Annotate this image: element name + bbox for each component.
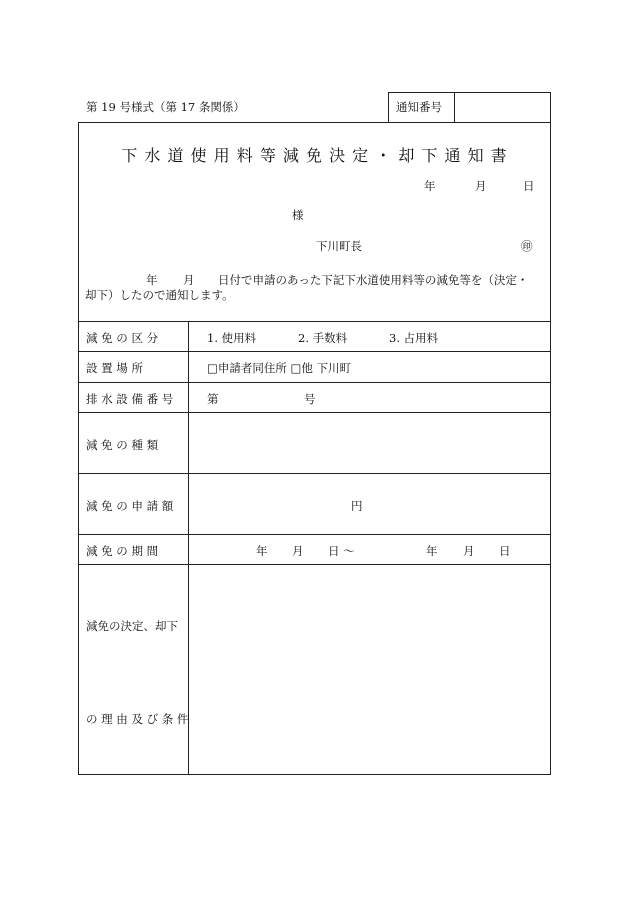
amount-label: 減 免 の 申 請 額: [86, 499, 174, 513]
period-start-day: 日 〜: [328, 544, 355, 558]
amount-field[interactable]: [190, 475, 345, 533]
row-line-1: [78, 321, 551, 322]
recipient-suffix: 様: [292, 208, 304, 222]
category-option-3[interactable]: 3. 占用料: [389, 331, 439, 345]
issuer: 下川町長: [316, 239, 362, 253]
row-line-7: [78, 564, 551, 565]
category-option-2[interactable]: 2. 手数料: [298, 331, 348, 345]
notice-box-right: [550, 92, 551, 122]
drain-number-suffix: 号: [304, 392, 316, 406]
location-label: 設 置 場 所: [86, 361, 143, 375]
column-divider: [188, 321, 189, 774]
notice-number-label: 通知番号: [396, 100, 442, 114]
drain-number-field[interactable]: [222, 386, 300, 408]
reason-label-line1: 減免の決定、却下: [86, 619, 178, 633]
drain-number-prefix: 第: [207, 392, 219, 406]
frame-bottom: [78, 774, 551, 775]
date-day: 日: [523, 179, 535, 193]
location-value[interactable]: □申請者同住所 □他 下川町: [207, 361, 352, 375]
frame-right: [550, 122, 551, 774]
frame-top: [78, 122, 551, 123]
period-end-month: 月: [463, 544, 475, 558]
row-line-4: [78, 412, 551, 413]
reason-field[interactable]: [190, 566, 549, 773]
date-year: 年: [424, 179, 436, 193]
document-title: 下 水 道 使 用 料 等 減 免 決 定 ・ 却 下 通 知 書: [121, 146, 508, 165]
frame-left: [78, 122, 79, 774]
notice-box-left: [388, 92, 389, 122]
category-option-1[interactable]: 1. 使用料: [207, 331, 257, 345]
body-line1: 日付で申請のあった下記下水道使用料等の減免等を（決定・: [218, 273, 529, 287]
date-month: 月: [475, 179, 487, 193]
type-label: 減 免 の 種 類: [86, 438, 159, 452]
reason-label-line2: の 理 由 及 び 条 件: [86, 712, 189, 726]
seal-mark: ㊞: [521, 239, 533, 253]
body-year: 年: [146, 273, 158, 287]
period-end-year: 年: [426, 544, 438, 558]
period-start-year: 年: [256, 544, 268, 558]
row-line-6: [78, 534, 551, 535]
period-end-day: 日: [499, 544, 511, 558]
notice-box-divider: [454, 92, 455, 122]
drain-number-label: 排 水 設 備 番 号: [86, 392, 174, 406]
row-line-5: [78, 473, 551, 474]
amount-unit: 円: [351, 499, 363, 513]
form-number: 第 19 号様式（第 17 条関係）: [86, 100, 245, 114]
period-start-month: 月: [292, 544, 304, 558]
row-line-2: [78, 351, 551, 352]
body-month: 月: [183, 273, 195, 287]
notice-number-field[interactable]: [456, 93, 549, 121]
type-field[interactable]: [190, 414, 549, 472]
row-line-3: [78, 382, 551, 383]
category-label: 減 免 の 区 分: [86, 331, 159, 345]
body-line2: 却下）したので通知します。: [85, 288, 234, 302]
period-label: 減 免 の 期 間: [86, 544, 159, 558]
